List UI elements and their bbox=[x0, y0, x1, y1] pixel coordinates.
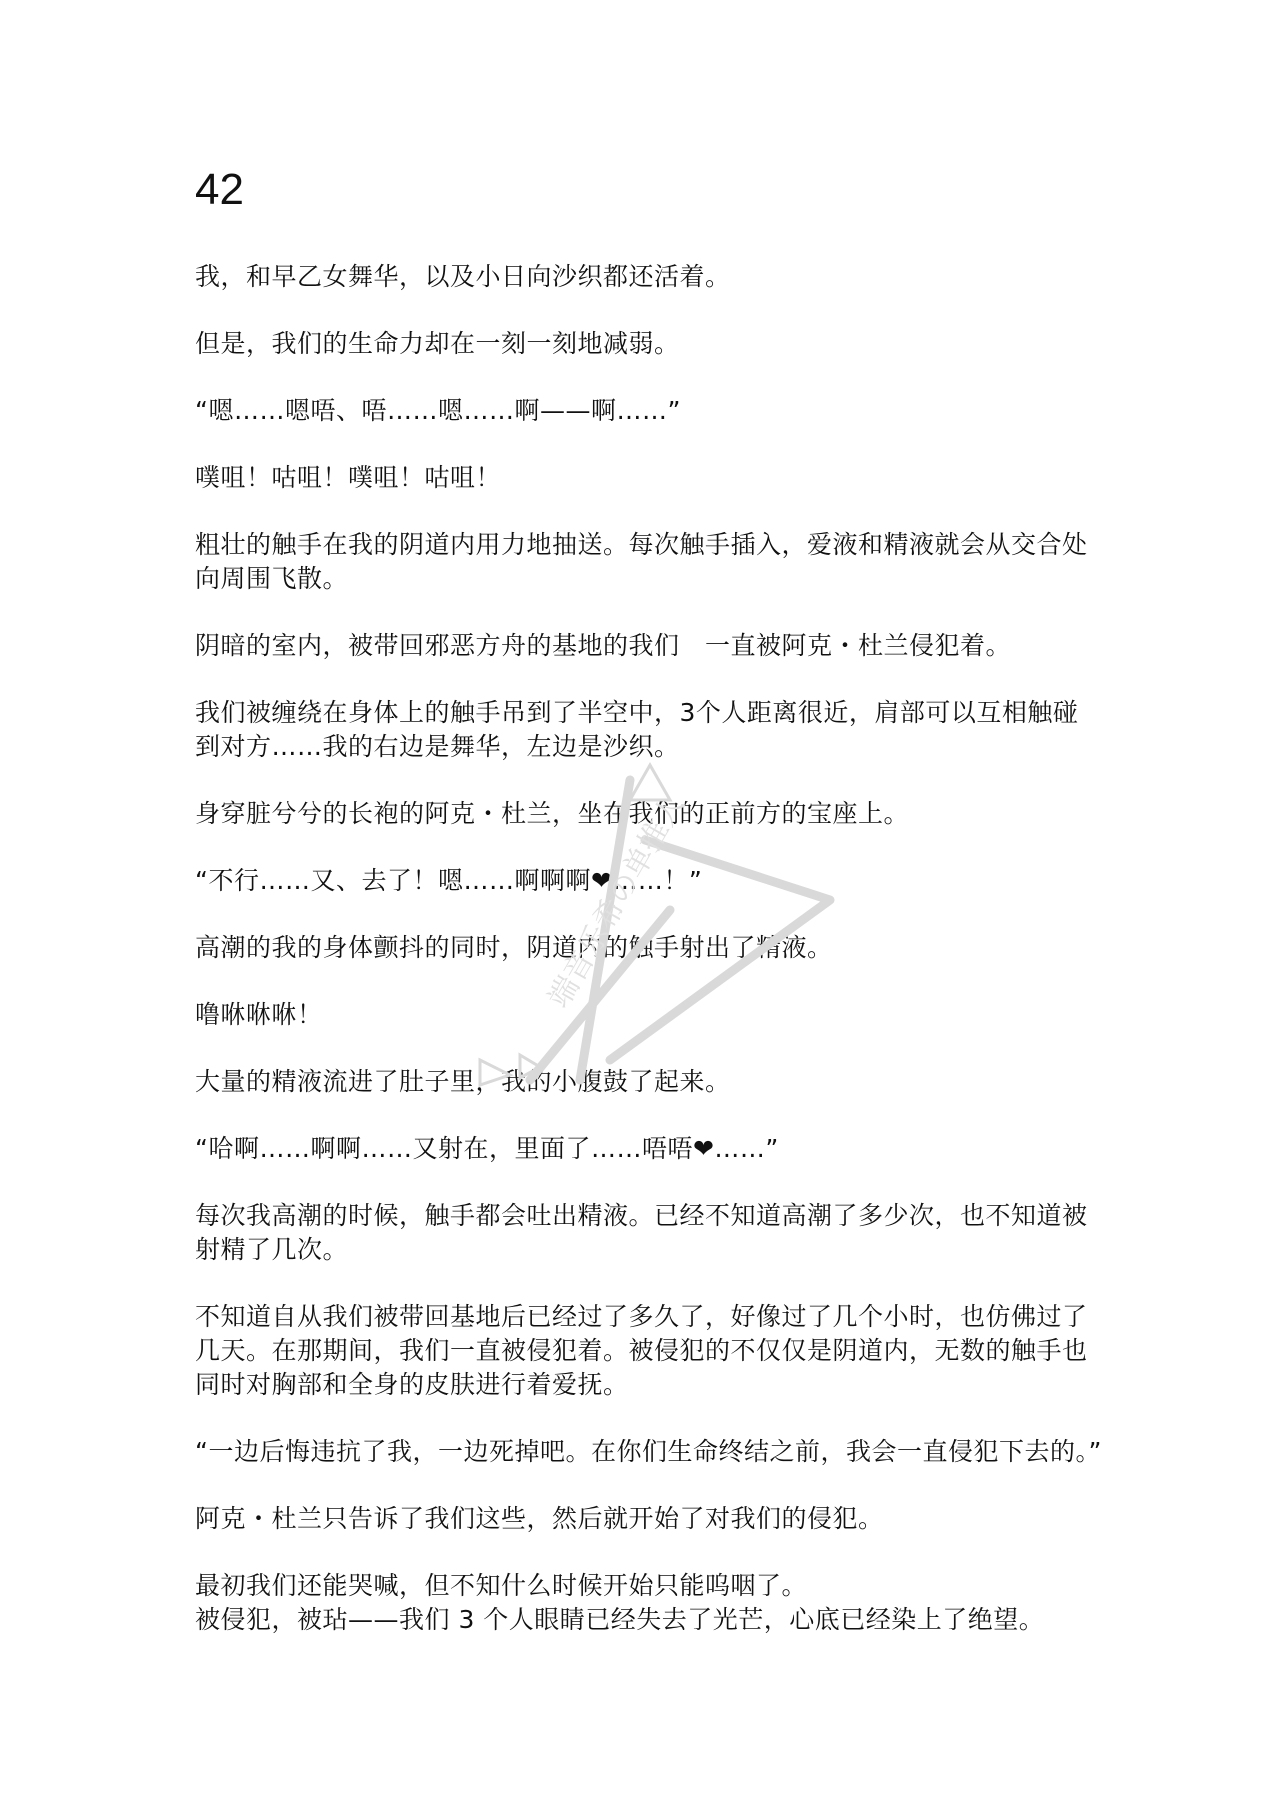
paragraph bbox=[195, 327, 1105, 361]
paragraph-line: “一边后悔违抗了我，一边死掉吧。在你们生命终结之前，我会一直侵犯下去的。” bbox=[195, 1437, 1102, 1466]
chapter-body bbox=[195, 260, 1105, 1670]
paragraph bbox=[195, 1199, 1105, 1267]
paragraph bbox=[195, 696, 1105, 764]
paragraph-line: 但是，我们的生命力却在一刻一刻地减弱。 bbox=[195, 329, 680, 358]
paragraph-line: 我，和早乙女舞华，以及小日向沙织都还活着。 bbox=[195, 262, 731, 291]
paragraph-line: 噜咻咻咻！ bbox=[195, 1000, 323, 1029]
paragraph bbox=[195, 931, 1105, 965]
paragraph-line: 阴暗的室内，被带回邪恶方舟的基地的我们 一直被阿克・杜兰侵犯着。 bbox=[195, 631, 1012, 660]
paragraph bbox=[195, 528, 1105, 596]
paragraph-line: 阿克・杜兰只告诉了我们这些，然后就开始了对我们的侵犯。 bbox=[195, 1504, 884, 1533]
watermark-text: 端音乐希の单推人 bbox=[541, 788, 692, 1014]
paragraph bbox=[195, 629, 1105, 663]
paragraph bbox=[195, 1300, 1105, 1402]
paragraph bbox=[195, 260, 1105, 294]
paragraph-line: 每次我高潮的时候，触手都会吐出精液。已经不知道高潮了多少次，也不知道被 bbox=[195, 1201, 1088, 1230]
paragraph-line: “哈啊……啊啊……又射在，里面了……唔唔❤……” bbox=[195, 1134, 779, 1163]
paragraph bbox=[195, 1132, 1105, 1166]
paragraph-line: 身穿脏兮兮的长袍的阿克・杜兰，坐在我们的正前方的宝座上。 bbox=[195, 799, 910, 828]
paragraph-line: 同时对胸部和全身的皮肤进行着爱抚。 bbox=[195, 1370, 629, 1399]
paragraph-line: “不行……又、去了！嗯……啊啊啊❤……！” bbox=[195, 866, 703, 895]
paragraph-line: 几天。在那期间，我们一直被侵犯着。被侵犯的不仅仅是阴道内，无数的触手也 bbox=[195, 1336, 1088, 1365]
paragraph bbox=[195, 461, 1105, 495]
paragraph bbox=[195, 1502, 1105, 1536]
paragraph bbox=[195, 1435, 1105, 1469]
paragraph-line: 最初我们还能哭喊，但不知什么时候开始只能呜咽了。 bbox=[195, 1571, 808, 1600]
paragraph-line: 高潮的我的身体颤抖的同时，阴道内的触手射出了精液。 bbox=[195, 933, 833, 962]
paragraph-line: 我们被缠绕在身体上的触手吊到了半空中，3个人距离很近，肩部可以互相触碰 bbox=[195, 698, 1079, 727]
paragraph-line: 射精了几次。 bbox=[195, 1235, 349, 1264]
paragraph bbox=[195, 797, 1105, 831]
paragraph-line: 大量的精液流进了肚子里，我的小腹鼓了起来。 bbox=[195, 1067, 731, 1096]
paragraph bbox=[195, 998, 1105, 1032]
paragraph-line: 不知道自从我们被带回基地后已经过了多久了，好像过了几个小时，也仿佛过了 bbox=[195, 1302, 1088, 1331]
paragraph bbox=[195, 1569, 1105, 1637]
paragraph bbox=[195, 394, 1105, 428]
paragraph bbox=[195, 864, 1105, 898]
paragraph bbox=[195, 1065, 1105, 1099]
paragraph-line: 到对方……我的右边是舞华，左边是沙织。 bbox=[195, 732, 680, 761]
paragraph-line: 向周围飞散。 bbox=[195, 564, 349, 593]
paragraph-line: 噗咀！咕咀！噗咀！咕咀！ bbox=[195, 463, 502, 492]
chapter-number: 42 bbox=[195, 165, 244, 214]
paragraph-line: 粗壮的触手在我的阴道内用力地抽送。每次触手插入，爱液和精液就会从交合处 bbox=[195, 530, 1088, 559]
paragraph-line: 被侵犯，被玷——我们 3 个人眼睛已经失去了光芒，心底已经染上了绝望。 bbox=[195, 1605, 1045, 1634]
paragraph-line: “嗯……嗯唔、唔……嗯……啊——啊……” bbox=[195, 396, 681, 425]
